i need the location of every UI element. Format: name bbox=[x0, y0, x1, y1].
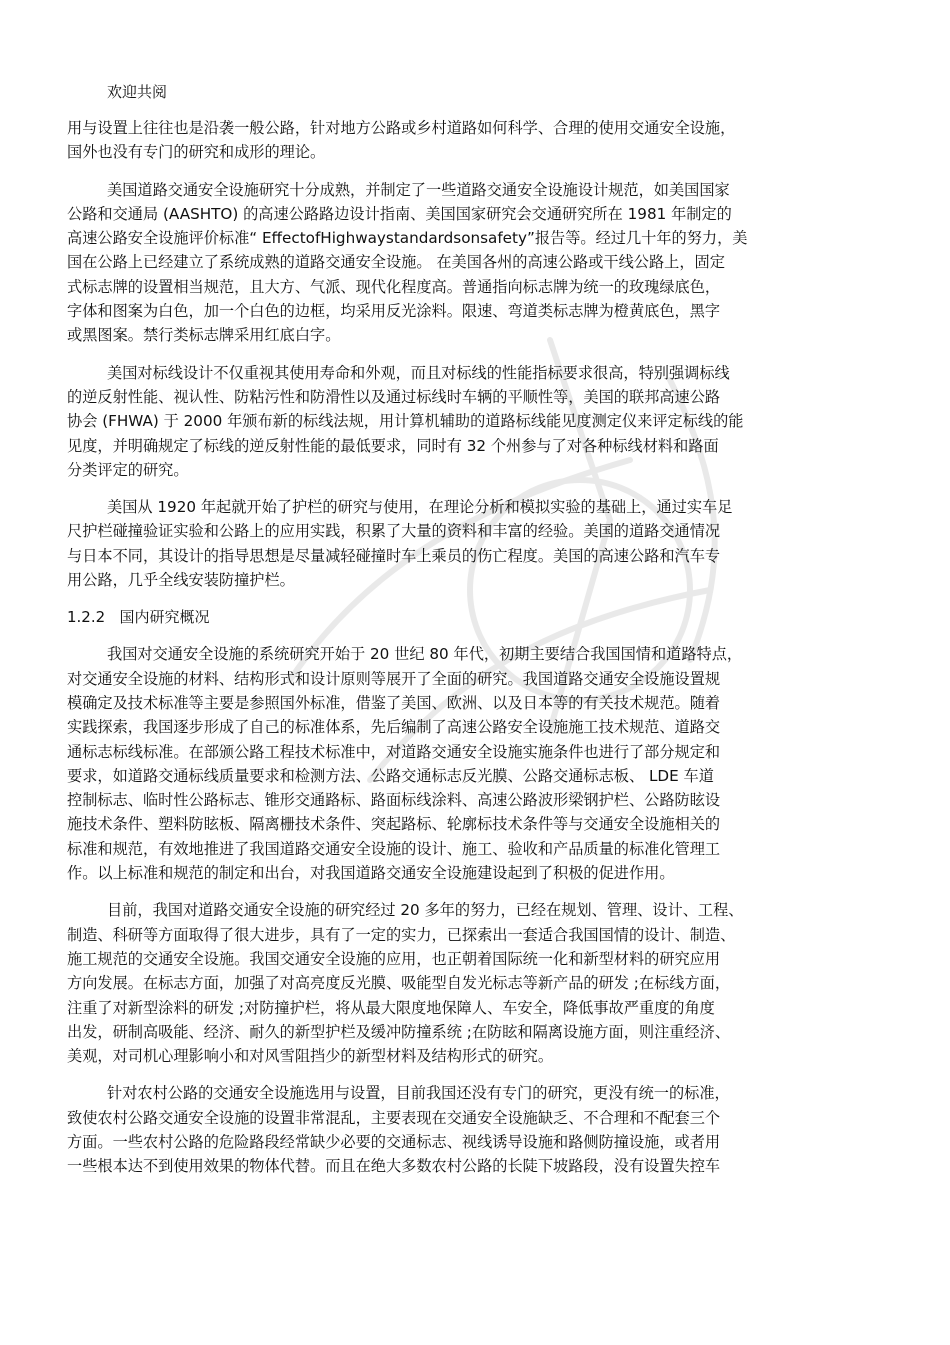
text-line: 目前，我国对道路交通安全设施的研究经过 20 多年的努力，已经在规划、管理、设计、工程、 bbox=[107, 901, 744, 920]
paragraph-us-guardrails bbox=[67, 495, 883, 592]
paragraph-us-safety-facilities bbox=[67, 178, 883, 348]
text-line: 施技术条件、塑料防眩板、隔离栅技术条件、突起路标、轮廓标技术条件等与交通安全设施相关的 bbox=[67, 815, 721, 834]
text-line: 字体和图案为白色，加一个白色的边框，均采用反光涂料。限速、弯道类标志牌为橙黄底色，黑字 bbox=[67, 302, 721, 321]
document-body bbox=[67, 116, 883, 1192]
text-line: 分类评定的研究。 bbox=[67, 460, 189, 479]
text-line: 用与设置上往往也是沿袭一般公路，针对地方公路或乡村道路如何科学、合理的使用交通安全设施， bbox=[67, 119, 736, 137]
section-number: 1.2.2 bbox=[67, 608, 106, 627]
text-line: 美国道路交通安全设施研究十分成熟，并制定了一些道路交通安全设施设计规范，如美国国家 bbox=[107, 180, 730, 199]
text-line: 公路和交通局 (AASHTO) 的高速公路路边设计指南、美国国家研究会交通研究所在 1981 年制定的 bbox=[67, 204, 732, 223]
text-line: 施工规范的交通安全设施。我国交通安全设施的应用，也正朝着国际统一化和新型材料的研究应用 bbox=[67, 949, 721, 968]
paragraph-us-markings bbox=[67, 361, 883, 482]
text-line: 国在公路上已经建立了系统成熟的道路交通安全设施。 在美国各州的高速公路或干线公路上，固定 bbox=[67, 253, 725, 272]
text-line: 或黑图案。禁行类标志牌采用红底白字。 bbox=[67, 326, 341, 345]
text-line: 作。以上标准和规范的制定和出台，对我国道路交通安全设施建设起到了积极的促进作用。 bbox=[67, 864, 675, 883]
paragraph-china-research bbox=[67, 642, 883, 885]
text-line: 致使农村公路交通安全设施的设置非常混乱，主要表现在交通安全设施缺乏、不合理和不配套三个 bbox=[67, 1108, 721, 1127]
text-line: 对交通安全设施的材料、结构形式和设计原则等展开了全面的研究。我国道路交通安全设施设置规 bbox=[67, 669, 721, 688]
paragraph-intro-continuation bbox=[67, 116, 883, 165]
text-line: 模确定及技术标准等主要是参照国外标准，借鉴了美国、欧洲、以及日本等的有关技术规范。随着 bbox=[67, 693, 721, 712]
text-line: 针对农村公路的交通安全设施选用与设置，目前我国还没有专门的研究，更没有统一的标准， bbox=[107, 1084, 730, 1103]
section-heading bbox=[67, 605, 883, 629]
text-line: 见度，并明确规定了标线的逆反射性能的最低要求，同时有 32 个州参与了对各种标线材料和路面 bbox=[67, 436, 719, 455]
text-line: 通标志标线标准。在部颁公路工程技术标准中，对道路交通安全设施实施条件也进行了部分规定和 bbox=[67, 742, 721, 761]
paragraph-rural-roads bbox=[67, 1081, 883, 1178]
text-line: 注重了对新型涂料的研发 ;对防撞护栏，将从最大限度地保障人、车安全，降低事故严重度的角度 bbox=[67, 998, 715, 1017]
text-line: 美观，对司机心理影响小和对风雪阻挡少的新型材料及结构形式的研究。 bbox=[67, 1047, 553, 1066]
text-line: 我国对交通安全设施的系统研究开始于 20 世纪 80 年代，初期主要结合我国国情和道路特点， bbox=[107, 645, 743, 664]
text-line: 实践探索，我国逐步形成了自己的标准体系，先后编制了高速公路安全设施施工技术规范、道路交 bbox=[67, 718, 721, 737]
text-line: 美国对标线设计不仅重视其使用寿命和外观，而且对标线的性能指标要求很高，特别强调标线 bbox=[107, 363, 730, 382]
text-line: 一些根本达不到使用效果的物体代替。而且在绝大多数农村公路的长陡下坡路段，没有设置失控车 bbox=[67, 1157, 721, 1176]
text-line: 方向发展。在标志方面，加强了对高亮度反光膜、吸能型自发光标志等新产品的研发 ;在标线方面， bbox=[67, 974, 731, 993]
text-line: 尺护栏碰撞验证实验和公路上的应用实践，积累了大量的资料和丰富的经验。美国的道路交通情况 bbox=[67, 522, 721, 541]
text-line: 国外也没有专门的研究和成形的理论。 bbox=[67, 143, 326, 162]
text-line: 要求，如道路交通标线质量要求和检测方法、公路交通标志反光膜、公路交通标志板、 LDE 车道 bbox=[67, 766, 714, 785]
paragraph-china-progress bbox=[67, 898, 883, 1068]
text-line: 协会 (FHWA) 于 2000 年颁布新的标线法规，用计算机辅助的道路标线能见度测定仪来评定标线的能 bbox=[67, 412, 744, 431]
text-line: 美国从 1920 年起就开始了护栏的研究与使用，在理论分析和模拟实验的基础上，通过实车足 bbox=[107, 498, 733, 517]
header-note: 欢迎共阅 bbox=[107, 83, 168, 101]
text-line: 制造、科研等方面取得了很大进步，具有了一定的实力，已探索出一套适合我国国情的设计、制造、 bbox=[67, 925, 736, 944]
text-line: 控制标志、临时性公路标志、锥形交通路标、路面标线涂料、高速公路波形梁钢护栏、公路防眩设 bbox=[67, 791, 721, 810]
text-line: 出发，研制高吸能、经济、耐久的新型护栏及缓冲防撞系统 ;在防眩和隔离设施方面，则注重经济、 bbox=[67, 1022, 731, 1041]
text-line: 标准和规范，有效地推进了我国道路交通安全设施的设计、施工、验收和产品质量的标准化管理工 bbox=[67, 839, 721, 858]
text-line: 高速公路安全设施评价标准“ EffectofHighwaystandardsonsafety”报告等。经过几十年的努力，美 bbox=[67, 229, 748, 248]
section-title: 国内研究概况 bbox=[119, 608, 210, 627]
text-line: 的逆反射性能、视认性、防粘污性和防滑性以及通过标线时车辆的平顺性等，美国的联邦高速公路 bbox=[67, 387, 721, 406]
text-line: 式标志牌的设置相当规范，且大方、气派、现代化程度高。普通指向标志牌为统一的玫瑰绿底色， bbox=[67, 277, 721, 296]
text-line: 方面。一些农村公路的危险路段经常缺少必要的交通标志、视线诱导设施和路侧防撞设施，或者用 bbox=[67, 1132, 721, 1151]
text-line: 用公路，几乎全线安装防撞护栏。 bbox=[67, 571, 295, 590]
text-line: 与日本不同，其设计的指导思想是尽量减轻碰撞时车上乘员的伤亡程度。美国的高速公路和汽车专 bbox=[67, 546, 721, 565]
